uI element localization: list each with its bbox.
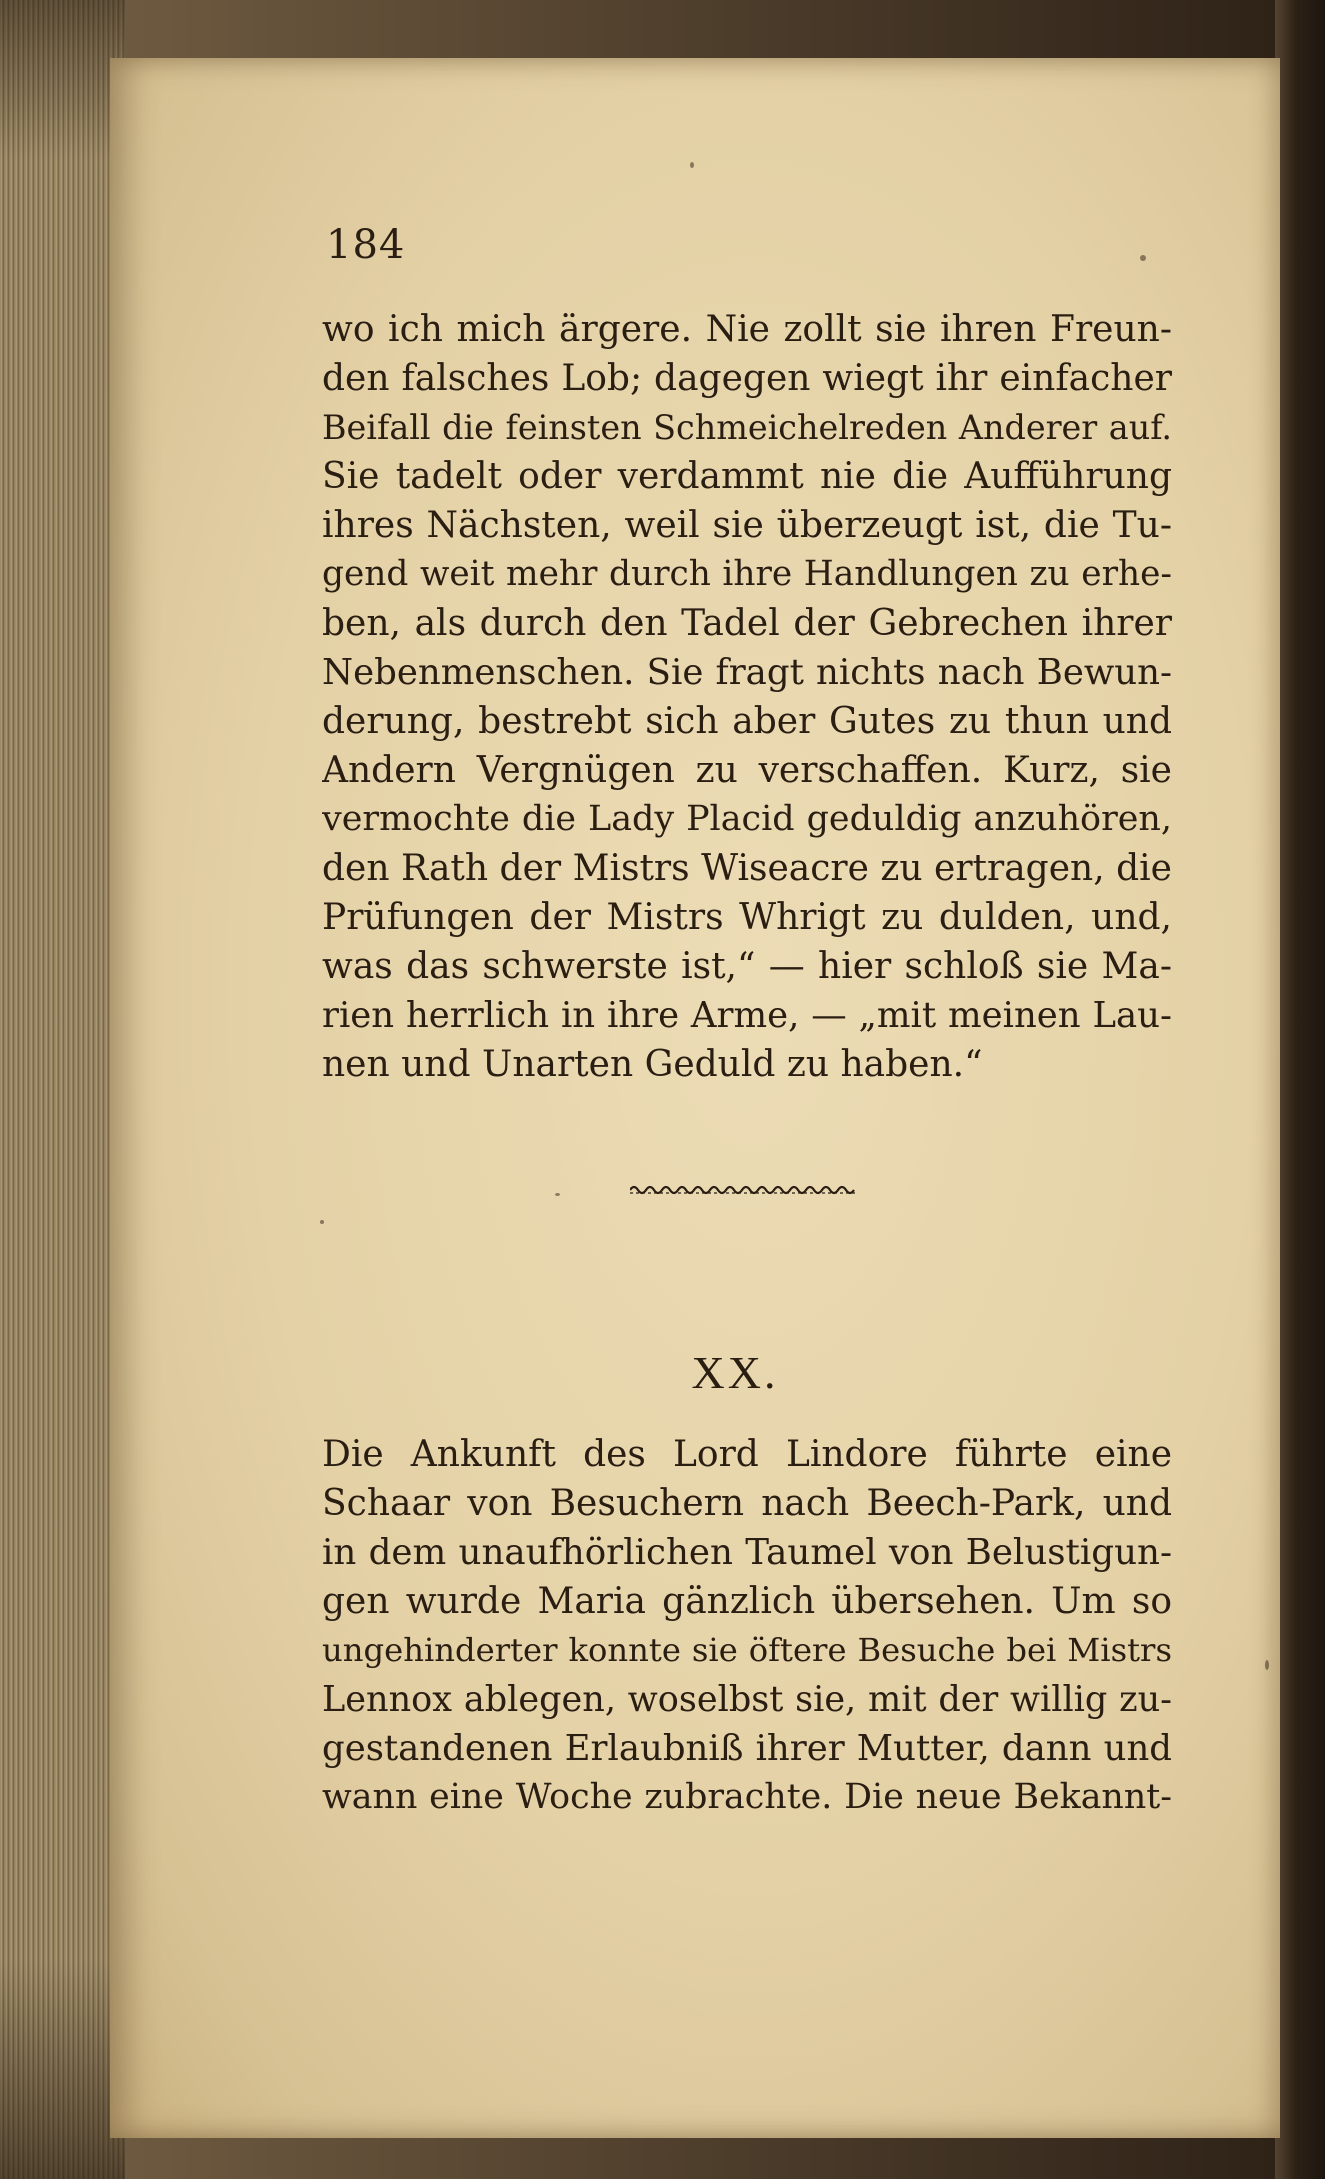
paragraph-1: [322, 305, 1172, 1089]
text-line: Lennox ablegen, woselbst sie, mit der willig zu-: [322, 1679, 1172, 1720]
paper-speck: [320, 1220, 324, 1224]
text-line: vermochte die Lady Placid geduldig anzuhören,: [322, 799, 1172, 839]
text-line: Nebenmenschen. Sie fragt nichts nach Bewun-: [322, 652, 1172, 693]
text-line: den falsches Lob; dagegen wiegt ihr einfacher: [322, 358, 1172, 399]
text-line: wann eine Woche zubrachte. Die neue Bekannt-: [322, 1777, 1172, 1817]
page-edges-shadow: [0, 0, 125, 2179]
text-line: Prüfungen der Mistrs Whrigt zu dulden, und,: [322, 897, 1172, 938]
text-line: Andern Vergnügen zu verschaffen. Kurz, sie: [322, 750, 1172, 791]
text-line: in dem unaufhörlichen Taumel von Belustigun-: [322, 1532, 1172, 1573]
text-line: gestandenen Erlaubniß ihrer Mutter, dann und: [322, 1728, 1172, 1769]
text-line: nen und Unarten Geduld zu haben.“: [322, 1044, 983, 1085]
paragraph-2: [322, 1430, 1172, 1822]
paper-speck: [555, 1193, 560, 1196]
paper-speck: [1140, 255, 1146, 261]
chapter-heading: XX.: [691, 1347, 779, 1398]
section-divider-ornament: [630, 1182, 855, 1198]
text-line: gen wurde Maria gänzlich übersehen. Um so: [322, 1581, 1172, 1622]
binding-edge: [1275, 0, 1325, 2179]
text-line: Sie tadelt oder verdammt nie die Aufführung: [322, 456, 1172, 497]
page-number: 184: [326, 222, 406, 268]
paper-speck: [690, 162, 694, 168]
text-line: Beifall die feinsten Schmeichelreden Anderer auf.: [322, 408, 1172, 447]
text-line: ihres Nächsten, weil sie überzeugt ist, die Tu-: [322, 505, 1172, 546]
text-line: derung, bestrebt sich aber Gutes zu thun und: [322, 701, 1172, 742]
text-line: ben, als durch den Tadel der Gebrechen ihrer: [322, 603, 1172, 644]
text-line: Die Ankunft des Lord Lindore führte eine: [322, 1434, 1172, 1475]
text-line: Schaar von Besuchern nach Beech-Park, und: [322, 1483, 1172, 1524]
text-line: gend weit mehr durch ihre Handlungen zu erhe-: [322, 554, 1172, 594]
text-line: rien herrlich in ihre Arme, — „mit meinen Lau-: [322, 995, 1172, 1036]
text-line: den Rath der Mistrs Wiseacre zu ertragen, die: [322, 848, 1172, 889]
text-line: was das schwerste ist,“ — hier schloß sie Ma-: [322, 946, 1172, 987]
text-line: wo ich mich ärgere. Nie zollt sie ihren Freun-: [322, 309, 1172, 350]
text-line: ungehinderter konnte sie öftere Besuche bei Mistrs: [322, 1631, 1172, 1669]
paper-speck: [1265, 1660, 1269, 1670]
